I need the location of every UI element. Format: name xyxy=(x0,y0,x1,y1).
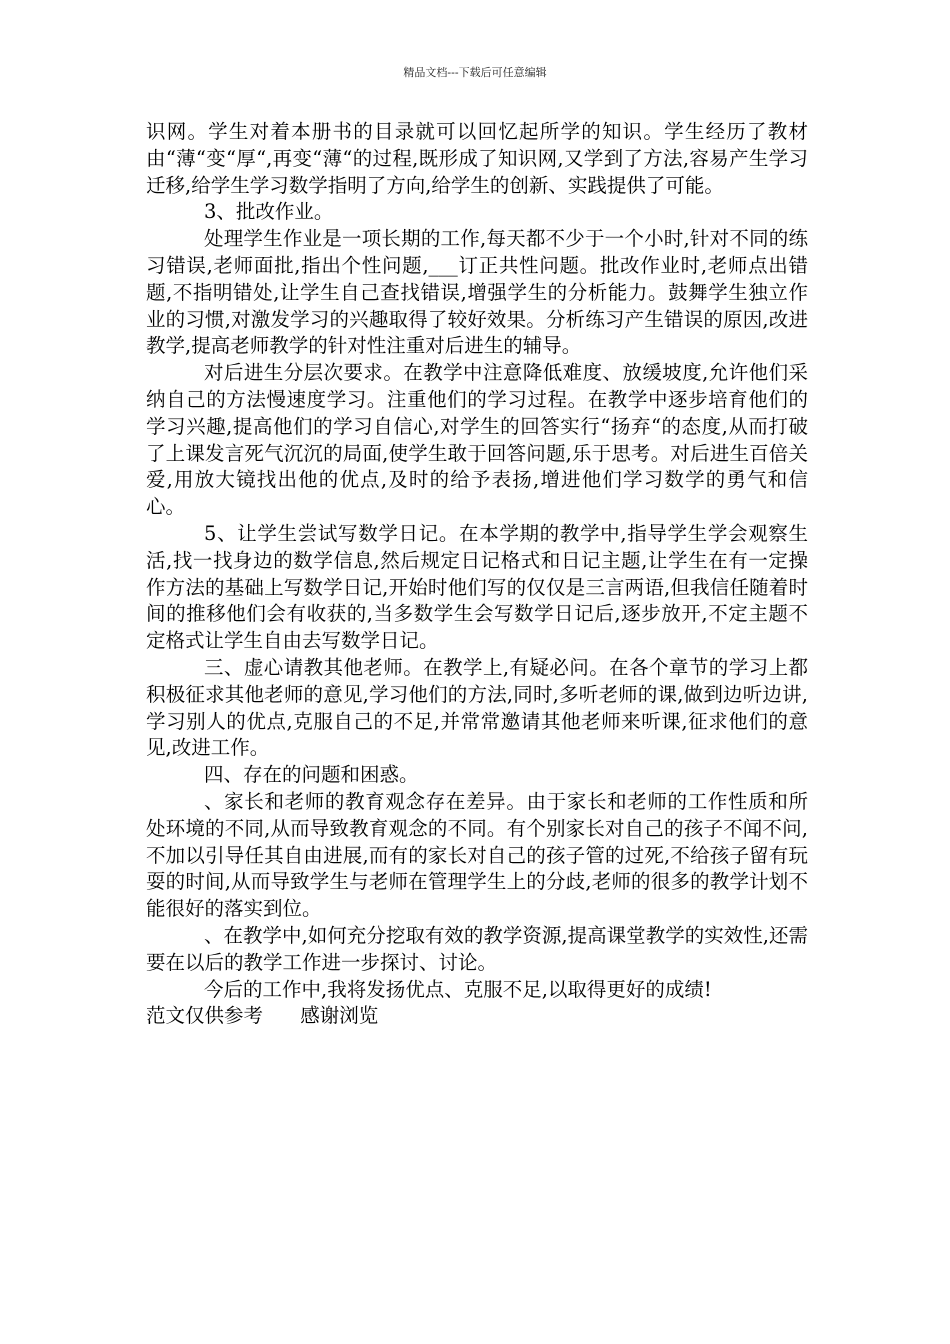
document-body xyxy=(146,119,808,1030)
paragraph-conclusion: 今后的工作中,我将发扬优点、克服不足,以取得更好的成绩! xyxy=(204,977,712,1001)
section-heading-grading: 3、批改作业。 xyxy=(204,200,334,224)
footer-note: 范文仅供参考 感谢浏览 xyxy=(146,1004,379,1028)
paragraph-math-diary: 5、让学生尝试写数学日记。在本学期的教学中,指导学生学会观察生活,找一找身边的数学信息,然后规定日记格式和日记主题,让学生在有一定操作方法的基础上写数学日记,开始时他们写的仅仅是三言两语,但我信任随着时间的推移他们会有收获的,当多数学生会写数学日记后,逐步放开,不定主题不定格式让学生自由去写数学日记。 xyxy=(146,521,808,653)
paragraph-consult-teachers: 三、虚心请教其他老师。在教学上,有疑必问。在各个章节的学习上都积极征求其他老师的意见,学习他们的方法,同时,多听老师的课,做到边听边讲,学习别人的优点,克服自己的不足,并常常邀请其他老师来听课,征求他们的意见,改进工作。 xyxy=(146,655,808,760)
paragraph-teaching-resources: 、在教学中,如何充分挖取有效的教学资源,提高课堂教学的实效性,还需要在以后的教学工作进一步探讨、讨论。 xyxy=(146,923,808,974)
page-header: 精品文档---下载后可任意编辑 xyxy=(403,66,547,79)
section-heading-problems: 四、存在的问题和困惑。 xyxy=(204,763,419,787)
paragraph-homework: 处理学生作业是一项长期的工作,每天都不少于一个小时,针对不同的练习错误,老师面批,指出个性问题,___订正共性问题。批改作业时,老师点出错题,不指明错处,让学生自己查找错误,增强学生的分析能力。鼓舞学生独立作业的习惯,对激发学习的兴趣取得了较好效果。分析练习产生错误的原因,改进教学,提高老师教学的针对性注重对后进生的辅导。 xyxy=(146,227,808,358)
paragraph-struggling-students: 对后进生分层次要求。在教学中注意降低难度、放缓坡度,允许他们采纳自己的方法慢速度学习。注重他们的学习过程。在教学中逐步培育他们的学习兴趣,提高他们的学习自信心,对学生的回答实行“扬弃“的态度,从而打破了上课发言死气沉沉的局面,使学生敢于回答问题,乐于思考。对后进生百倍关爱,用放大镜找出他的优点,及时的给予表扬,增进他们学习数学的勇气和信心。 xyxy=(146,361,808,519)
paragraph-parent-views: 、家长和老师的教育观念存在差异。由于家长和老师的工作性质和所处环境的不同,从而导致教育观念的不同。有个别家长对自己的孩子不闻不问,不加以引导任其自由进展,而有的家长对自己的孩子管的过死,不给孩子留有玩耍的时间,从而导致学生与老师在管理学生上的分歧,老师的很多的教学计划不能很好的落实到位。 xyxy=(146,789,808,921)
paragraph-continuation: 识网。学生对着本册书的目录就可以回忆起所学的知识。学生经历了教材由“薄“变“厚“,再变“薄“的过程,既形成了知识网,又学到了方法,容易产生学习迁移,给学生学习数学指明了方向,给学生的创新、实践提供了可能。 xyxy=(146,120,808,197)
